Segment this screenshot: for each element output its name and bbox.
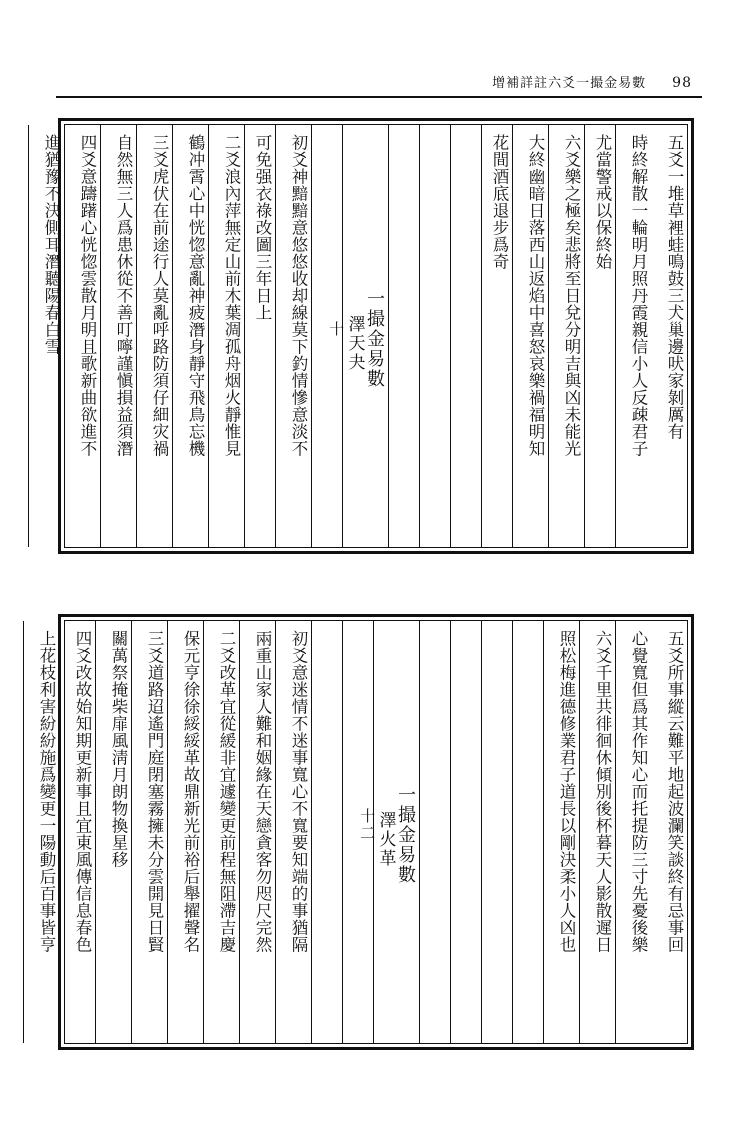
- column-blank: [450, 125, 481, 547]
- column-text: 兩重山家人難和姻緣在天戀貪客勿咫尺完然: [239, 621, 275, 1043]
- column-blank: [481, 621, 512, 1043]
- section-heading-column: [327, 125, 388, 547]
- column-text: 照松梅進德修業君子道長以剛決柔小人凶也: [543, 621, 579, 1043]
- column-blank: [342, 621, 377, 1043]
- column-text: 初爻意迷情不迷事寬心不寬要知端的事猶隔: [275, 621, 311, 1043]
- column-text: 花間酒底退步爲奇: [481, 125, 512, 547]
- column-text: 初爻神黯黯意悠悠收却線莫下釣情慘意淡不: [275, 125, 311, 547]
- book-title: 增補詳註六爻一撮金易數: [492, 76, 647, 91]
- column-text: 五爻一堆草裡蛙鳴鼓三犬巢邊吠家剝厲有: [665, 134, 684, 440]
- column-text: 關萬祭掩柴扉風淸月朗物換星移: [95, 621, 131, 1043]
- column-text: 四爻改故始知期更新事且宜東風傳信息春色: [59, 621, 95, 1043]
- column-text: 三爻道路迢遙門庭閉塞霧擁未分雲開見日賢: [131, 621, 167, 1043]
- column-text: 二爻浪內萍無定山前木葉凋孤舟烟火靜惟見: [208, 125, 244, 547]
- folio-number: 十二: [358, 808, 377, 842]
- text-frame-bottom: [37, 614, 694, 1050]
- section-title: 一撮金易數: [395, 785, 416, 885]
- folio-number: 十: [327, 320, 346, 338]
- column-text: 上花枝利害紛紛施爲變更一陽動后百事皆亨: [23, 621, 59, 1043]
- column-text: 大終幽暗日落西山返焰中喜怒哀樂禍福明知: [512, 125, 548, 547]
- column-text: 保元亨徐徐綏綏革故鼎新光前裕后舉擢聲名: [167, 621, 203, 1043]
- section-title: 一撮金易數: [364, 289, 385, 389]
- page-number: 98: [672, 75, 692, 91]
- column-text: 時終解散一輪明月照丹霞親信小人反疎君子: [615, 125, 651, 547]
- column-text: 二爻改革宜從緩非宜遽變更前程無阻滯吉慶: [203, 621, 239, 1043]
- hexagram-name: 澤天夬: [344, 314, 365, 372]
- column-text: 六爻樂之極矣悲將至日兌分明吉與凶未能光: [548, 125, 584, 547]
- column-text: 進猶豫不決側耳潛聽陽春白雪: [28, 125, 64, 547]
- column-text: 心覺寬但爲其作知心而托提防三寸先憂後樂: [615, 621, 651, 1043]
- page-header: [492, 72, 692, 91]
- column-blank: [419, 125, 450, 547]
- column-blank: [450, 621, 481, 1043]
- column-text: 五爻所事縱云難平地起波瀾笑談終有忌事回: [665, 630, 684, 953]
- hexagram-name: 澤火革: [375, 810, 396, 868]
- column-blank: [311, 125, 346, 547]
- column-text: 尤當警戒以保終始: [584, 125, 615, 547]
- column-blank: [419, 621, 450, 1043]
- section-heading-column: [358, 621, 419, 1043]
- column-text: 六爻千里共徘徊休傾別後杯暮天人影散遲日: [579, 621, 615, 1043]
- text-frame-top-inner: [42, 124, 688, 548]
- text-frame-top: [42, 118, 694, 554]
- header-divider-rule: [56, 96, 702, 98]
- column-text: 可免强衣祿改圖三年日上: [244, 125, 275, 547]
- column-blank: [311, 621, 342, 1043]
- column-blank: [512, 621, 543, 1043]
- text-frame-bottom-inner: [37, 620, 688, 1044]
- column-text: 自然無三人爲患休從不善叮嚀謹愼損益須潛: [100, 125, 136, 547]
- column-blank: [388, 125, 419, 547]
- column-text: 三爻虎伏在前途行人莫亂呼路防須仔細灾禍: [136, 125, 172, 547]
- column-text: 四爻意躊躇心恍惚雲散月明且歌新曲欲進不: [64, 125, 100, 547]
- column-text: 鶴冲霄心中恍惚意亂神疲潛身靜守飛鳥忘機: [172, 125, 208, 547]
